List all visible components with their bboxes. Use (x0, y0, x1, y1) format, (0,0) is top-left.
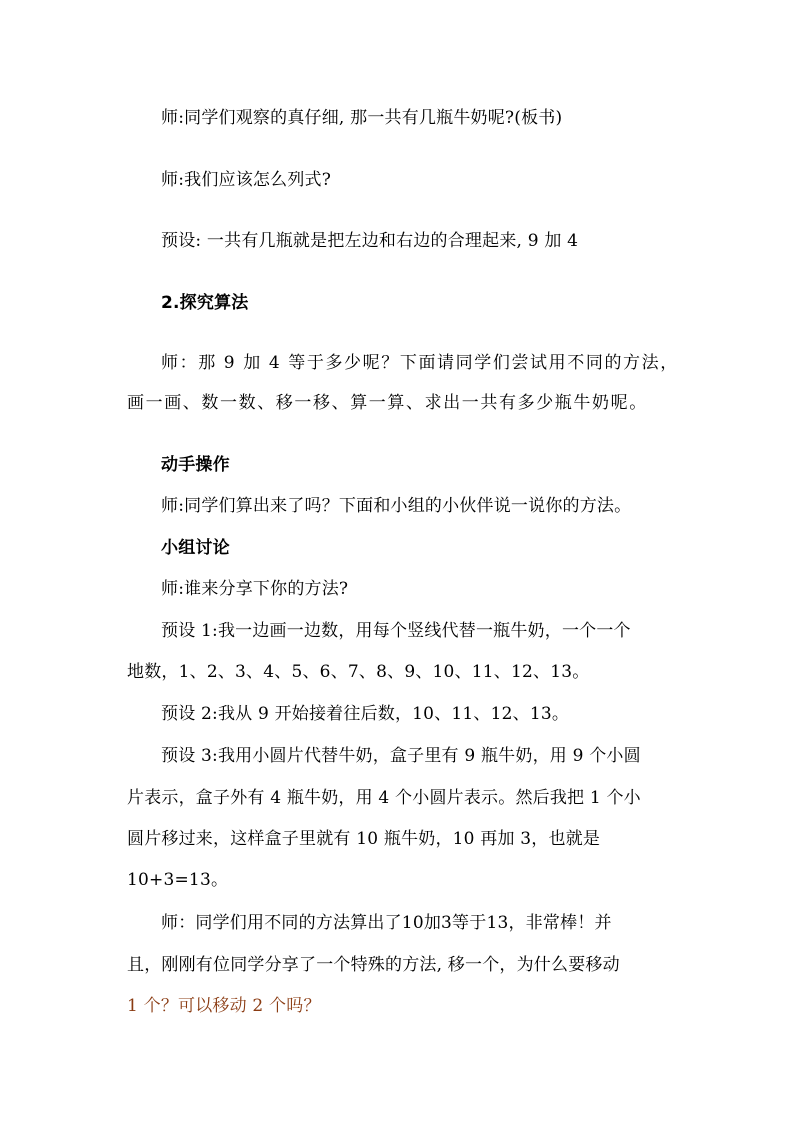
paragraph-preset3-line4: 10+3=13。 (127, 870, 229, 890)
paragraph-teacher-prompt-line1: 师：那 9 加 4 等于多少呢？下面请同学们尝试用不同的方法， (161, 353, 679, 373)
paragraph-preset3-line2: 片表示，盒子外有 4 瓶牛奶，用 4 个小圆片表示。然后我把 1 个小 (127, 788, 641, 808)
paragraph-teacher-summary-line2: 且，刚刚有位同学分享了一个特殊的方法, 移一个，为什么要移动 (127, 955, 620, 975)
paragraph-teacher-group-talk: 师:同学们算出来了吗？下面和小组的小伙伴说一说你的方法。 (161, 496, 632, 516)
paragraph-preset1-line2: 地数，1、2、3、4、5、6、7、8、9、10、11、12、13。 (127, 662, 590, 682)
paragraph-preset1-line1: 预设 1:我一边画一边数，用每个竖线代替一瓶牛奶，一个一个 (161, 621, 631, 641)
section-heading-explore-method: 2.探究算法 (161, 293, 249, 313)
paragraph-teacher-share: 师:谁来分享下你的方法? (161, 579, 349, 599)
paragraph-preset-answer: 预设: 一共有几瓶就是把左边和右边的合理起来, 9 加 4 (161, 231, 579, 251)
paragraph-teacher-prompt-line2: 画一画、数一数、移一移、算一算、求出一共有多少瓶牛奶呢。 (127, 393, 648, 413)
paragraph-preset3-line3: 圆片移过来，这样盒子里就有 10 瓶牛奶，10 再加 3，也就是 (127, 829, 601, 849)
paragraph-teacher-question-formula: 师:我们应该怎么列式? (161, 170, 332, 190)
paragraph-teacher-summary-line1: 师：同学们用不同的方法算出了10加3等于13，非常棒！并 (161, 913, 612, 933)
section-heading-group-discussion: 小组讨论 (161, 538, 230, 558)
paragraph-preset3-line1: 预设 3:我用小圆片代替牛奶，盒子里有 9 瓶牛奶，用 9 个小圆 (161, 746, 641, 766)
paragraph-teacher-question-total: 师:同学们观察的真仔细, 那一共有几瓶牛奶呢?(板书) (161, 108, 563, 128)
section-heading-hands-on: 动手操作 (161, 455, 230, 475)
paragraph-preset2: 预设 2:我从 9 开始接着往后数，10、11、12、13。 (161, 704, 570, 724)
paragraph-teacher-summary-line3: 1 个？可以移动 2 个吗？ (127, 996, 321, 1016)
